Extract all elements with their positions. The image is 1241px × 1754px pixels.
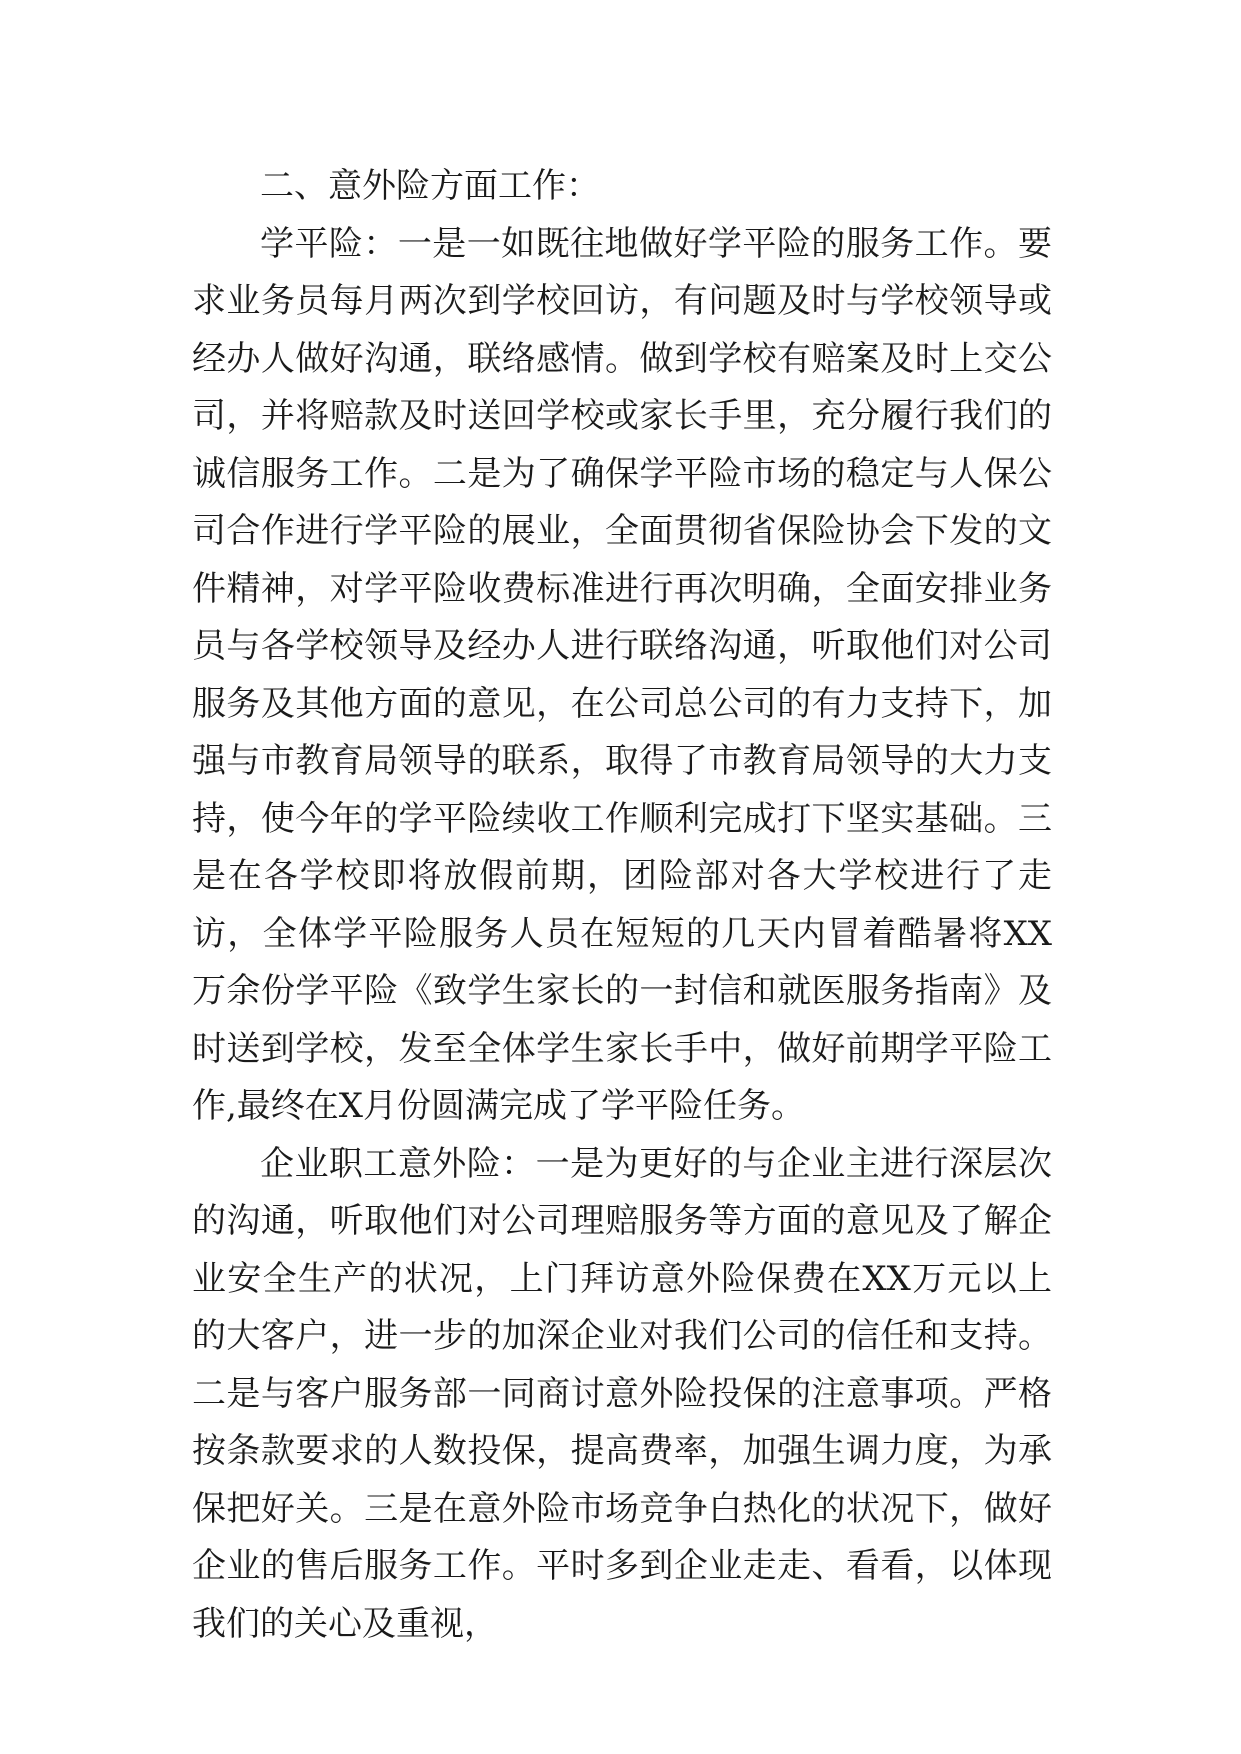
section-heading: 二、意外险方面工作： <box>260 166 600 206</box>
paragraph-student-insurance: 学平险：一是一如既往地做好学平险的服务工作。要求业务员每月两次到学校回访，有问题及时与学校领导或经办人做好沟通，联络感情。做到学校有赔案及时上交公司，并将赔款及时送回学校或家长手里，充分履行我们的诚信服务工作。二是为了确保学平险市场的稳定与人保公司合作进行学平险的展业，全面贯彻省保险协会下发的文件精神，对学平险收费标准进行再次明确，全面安排业务员与各学校领导及经办人进行联络沟通，听取他们对公司服务及其他方面的意见，在公司总公司的有力支持下，加强与市教育局领导的联系，取得了市教育局领导的大力支持，使今年的学平险续收工作顺利完成打下坚实基础。三是在各学校即将放假前期，团险部对各大学校进行了走访，全体学平险服务人员在短短的几天内冒着酷暑将XX万余份学平险《致学生家长的一封信和就医服务指南》及时送到学校，发至全体学生家长手中，做好前期学平险工作,最终在X月份圆满完成了学平险任务。 <box>192 223 1052 1126</box>
document-body <box>192 158 1052 1653</box>
paragraph-employee-insurance: 企业职工意外险：一是为更好的与企业主进行深层次的沟通，听取他们对公司理赔服务等方面的意见及了解企业安全生产的状况，上门拜访意外险保费在XX万元以上的大客户，进一步的加深企业对我们公司的信任和支持。二是与客户服务部一同商讨意外险投保的注意事项。严格按条款要求的人数投保，提高费率，加强生调力度，为承保把好关。三是在意外险市场竞争白热化的状况下，做好企业的售后服务工作。平时多到企业走走、看看，以体现我们的关心及重视， <box>192 1143 1052 1644</box>
